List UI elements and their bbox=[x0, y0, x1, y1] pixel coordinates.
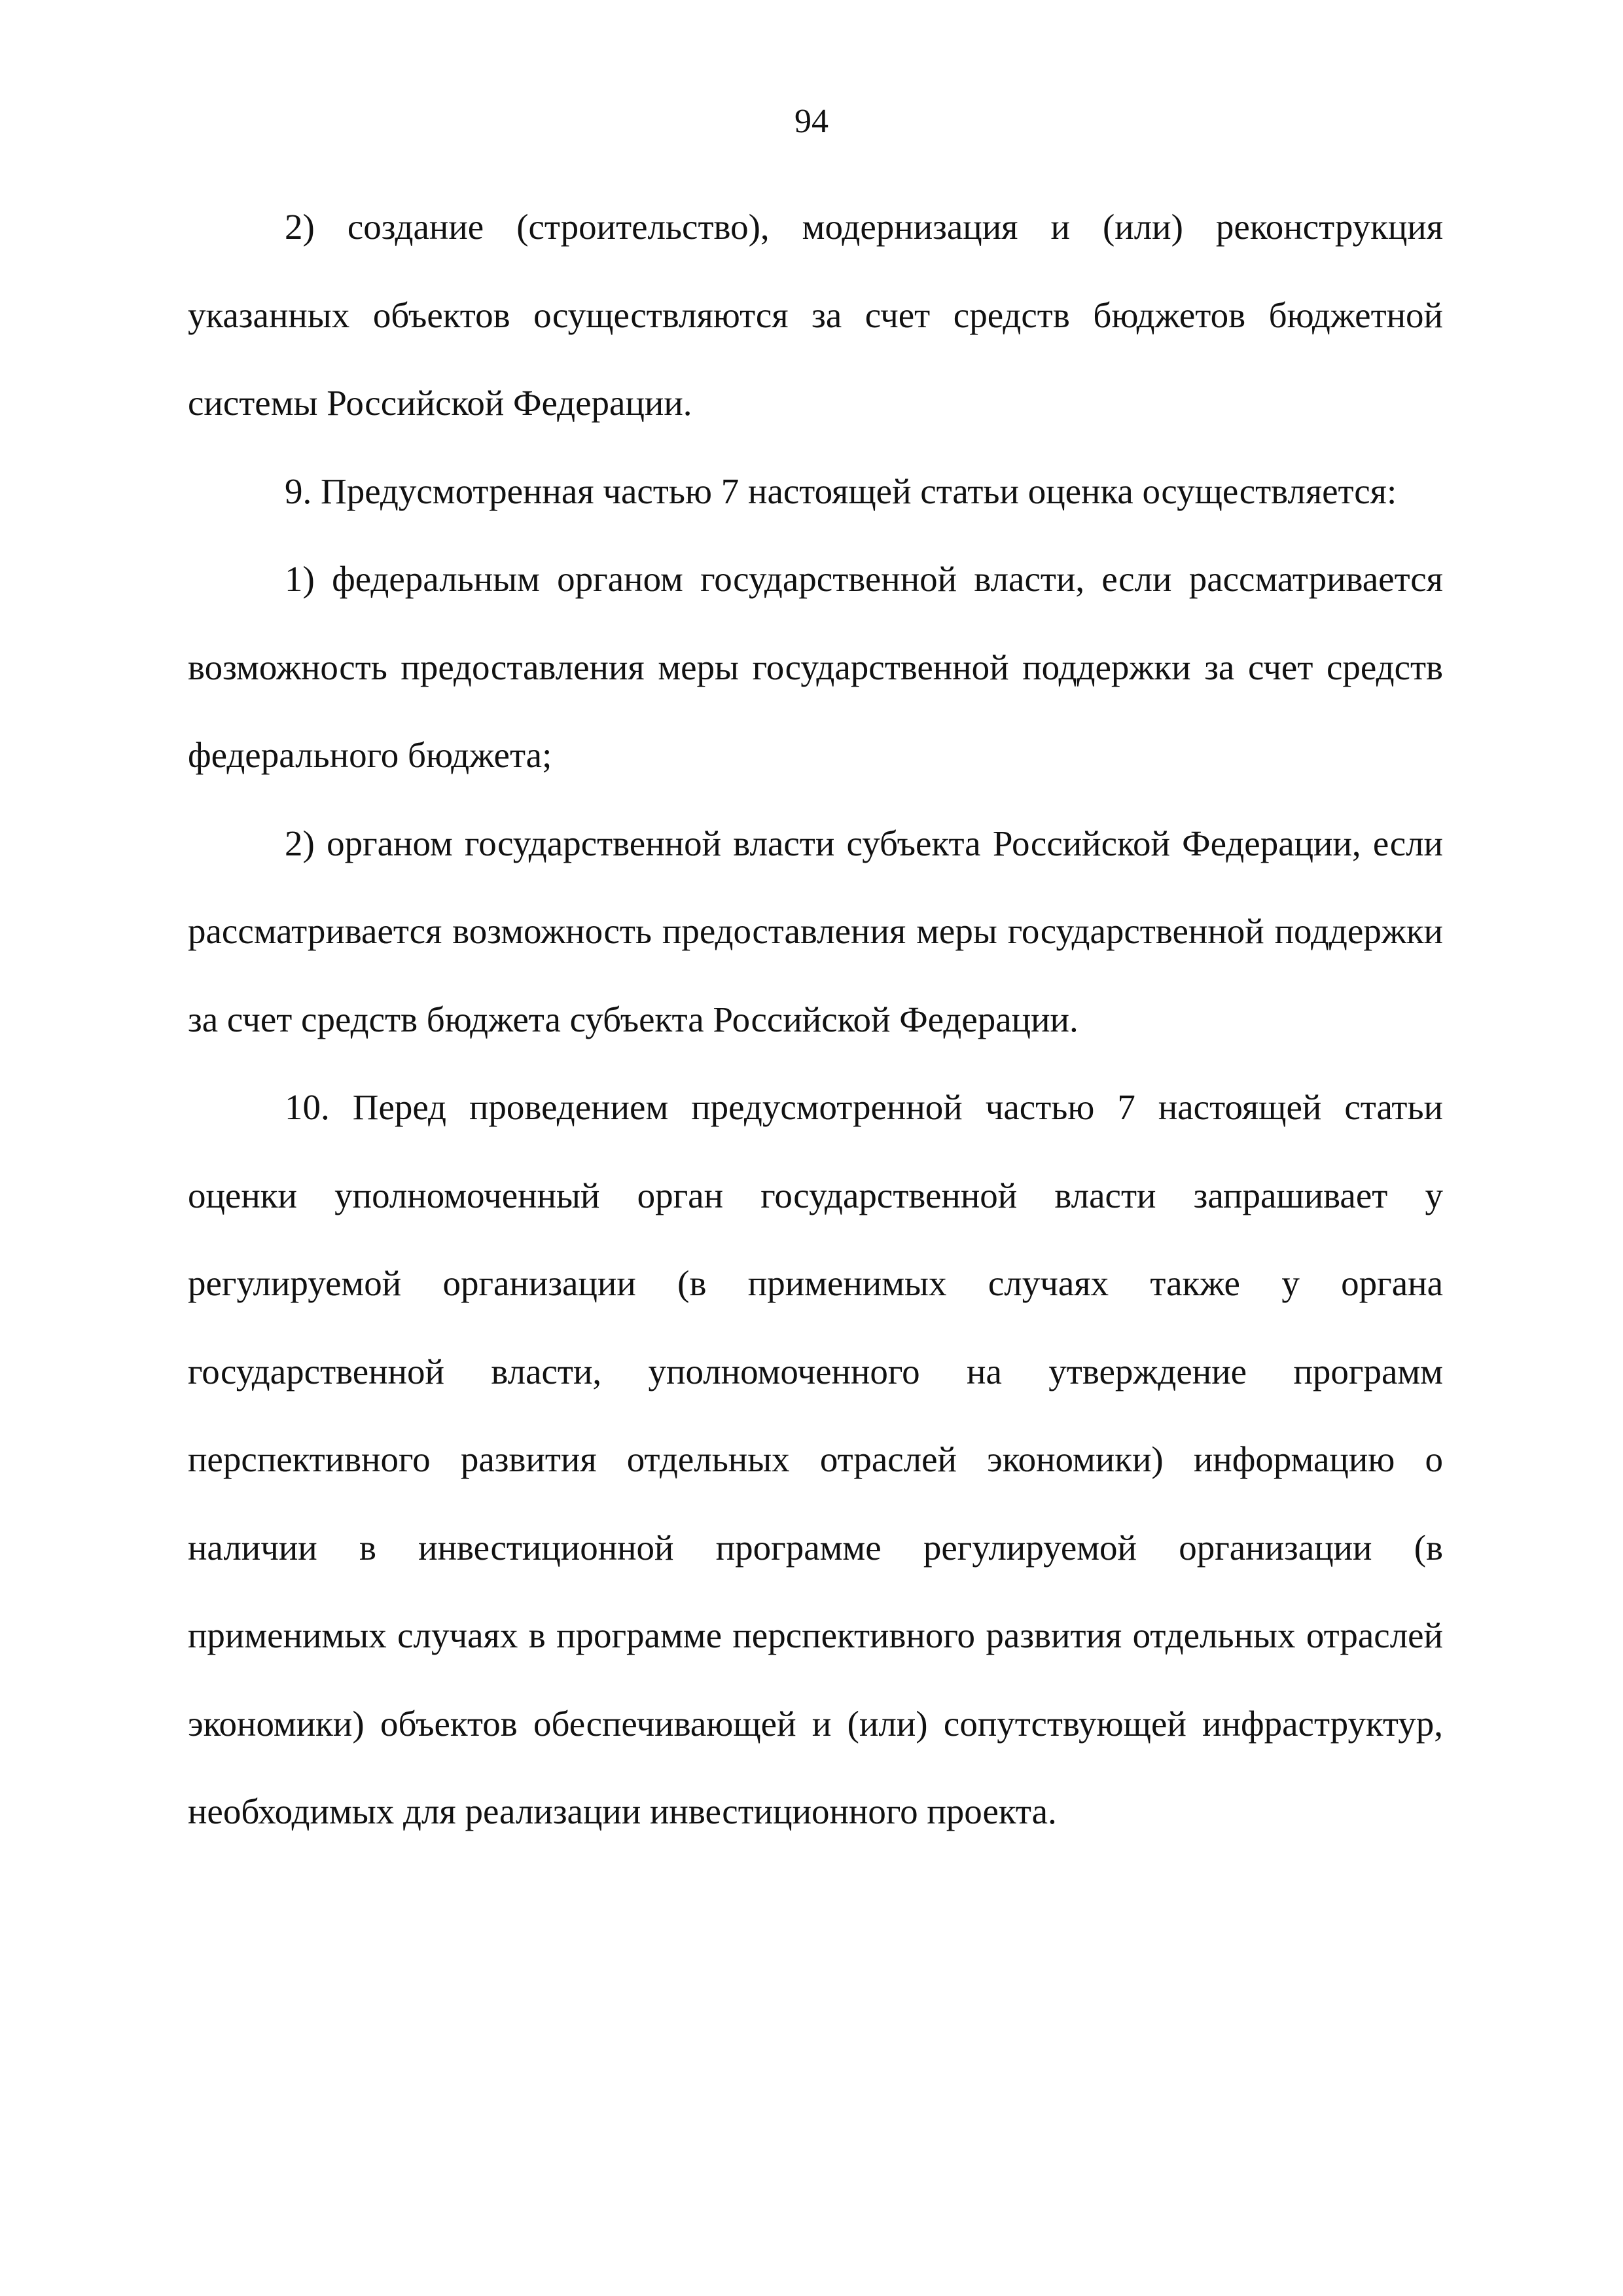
paragraph-part-9: 9. Предусмотренная частью 7 настоящей статьи оценка осуществляется: bbox=[285, 471, 1397, 511]
paragraph-part-10: 10. Перед проведением предусмотренной частью 7 настоящей статьи оценки уполномоченный орган государственной власти запрашивает у регулируемой организации (в применимых случаях также у органа государственной власти, уполномоченного на утверждение программ перспективного развития отдельных отраслей экономики) информацию о наличии в инвестиционной программе регулируемой организации (в применимых случаях в программе перспективного развития отдельных отраслей экономики) объектов обеспечивающей и (или) сопутствующей инфраструктур, необходимых для реализации инвестиционного проекта. bbox=[188, 1087, 1443, 1831]
paragraph-item-1-federal: 1) федеральным органом государственной власти, если рассматривается возможность предоставления меры государственной поддержки за счет средств федерального бюджета; bbox=[188, 559, 1443, 775]
document-body bbox=[188, 183, 1443, 1856]
page-number: 94 bbox=[794, 103, 829, 140]
paragraph-item-2-regional: 2) органом государственной власти субъекта Российской Федерации, если рассматривается возможность предоставления меры государственной поддержки за счет средств бюджета субъекта Российской Федерации. bbox=[188, 823, 1443, 1039]
paragraph-item-2-construction: 2) создание (строительство), модернизация и (или) реконструкция указанных объектов осуществляются за счет средств бюджетов бюджетной системы Российской Федерации. bbox=[188, 207, 1443, 423]
